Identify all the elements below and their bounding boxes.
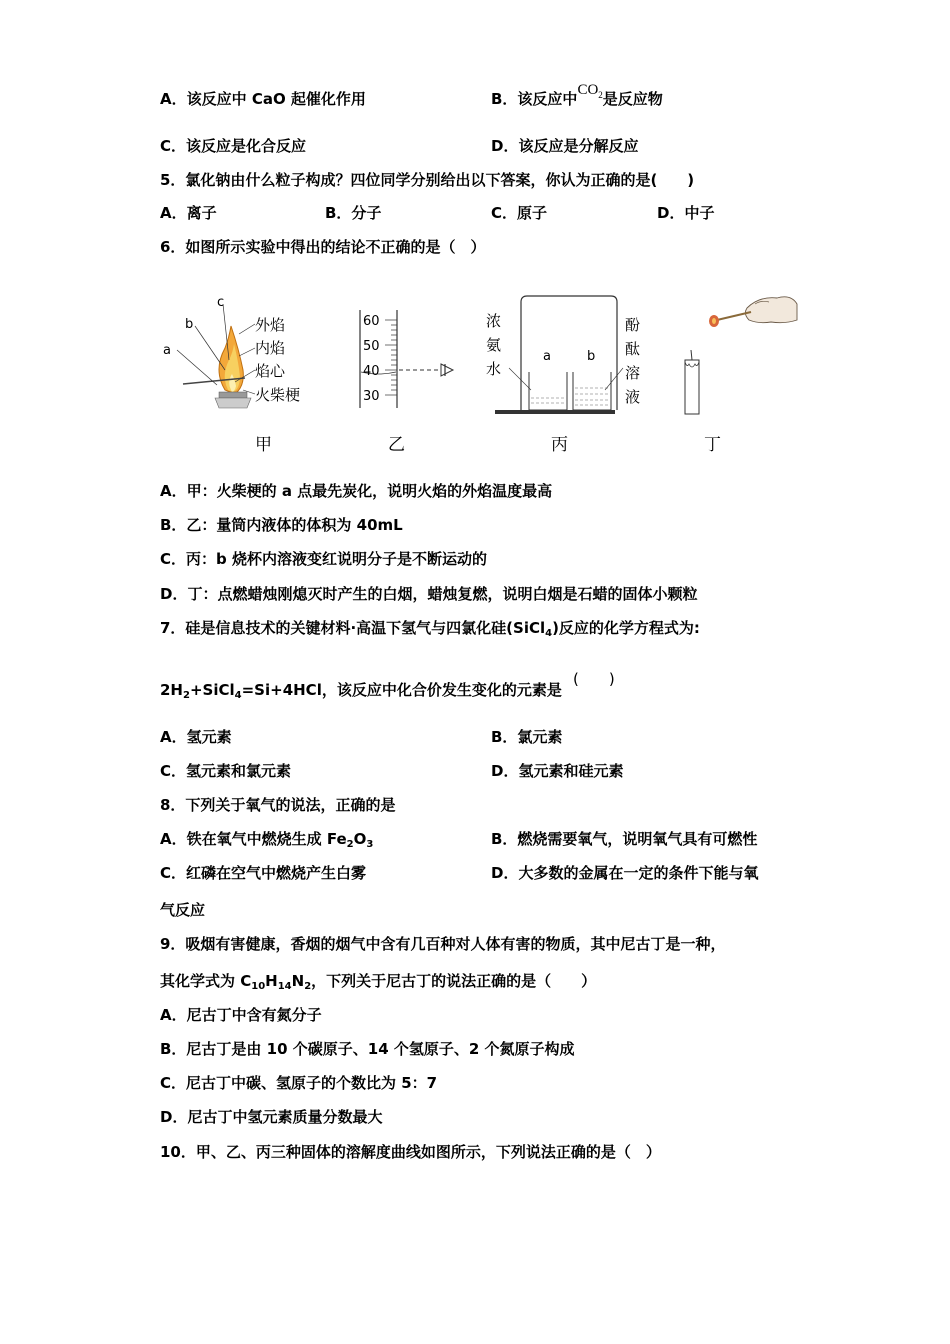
ammonia-char-2: 氨: [486, 336, 502, 354]
q6-option-b[interactable]: B．乙：量筒内液体的体积为 40mL: [160, 516, 403, 534]
q7-option-c[interactable]: C．氢元素和氯元素: [160, 762, 292, 780]
ammonia-char-3: 水: [486, 360, 502, 378]
q7-option-b[interactable]: B．氯元素: [491, 728, 563, 746]
point-b-label: b: [185, 317, 194, 332]
phenol-char-2: 酞: [625, 340, 641, 358]
figure-bing-label: 丙: [551, 435, 568, 455]
q9-stem-line1: 9．吸烟有害健康，香烟的烟气中含有几百种对人体有害的物质，其中尼古丁是一种，: [160, 935, 726, 953]
matchstick-label: 火柴梗: [255, 386, 301, 404]
q9-option-c[interactable]: C．尼古丁中碳、氢原子的个数比为 5：7: [160, 1074, 438, 1092]
q4-option-c[interactable]: C．该反应是化合反应: [160, 137, 307, 155]
figure-yi-label: 乙: [388, 435, 405, 455]
q4-option-b-post: 是反应物: [602, 90, 663, 108]
q9-option-d[interactable]: D．尼古丁中氢元素质量分数最大: [160, 1108, 383, 1126]
cylinder-diagram: [360, 310, 453, 455]
q7-stem-line1: 7．硅是信息技术的关键材料·高温下氢气与四氯化硅(SiCl$_4$)反应的化学方程式为:: [160, 619, 700, 639]
q8-option-b[interactable]: B．燃烧需要氧气，说明氧气具有可燃性: [491, 830, 758, 848]
tick-50: 50: [363, 339, 380, 354]
q9-option-b[interactable]: B．尼古丁是由 10 个碳原子、14 个氢原子、2 个氮原子构成: [160, 1040, 575, 1058]
q5-option-a[interactable]: A．离子: [160, 204, 217, 222]
tick-30: 30: [363, 389, 380, 404]
q6-stem: 6．如图所示实验中得出的结论不正确的是（ ）: [160, 238, 486, 256]
q4-option-d[interactable]: D．该反应是分解反应: [491, 137, 639, 155]
q6-figure: [155, 290, 805, 460]
inner-flame-label: 内焰: [255, 339, 286, 357]
q7-equation: $2H_2+SiCl_4=Si+4HCl$，该反应中化合价发生变化的元素是: [160, 681, 562, 701]
co2-formula: $CO_2$: [577, 82, 603, 100]
outer-flame-label: 外焰: [255, 316, 286, 334]
q8-option-c[interactable]: C．红磷在空气中燃烧产生白雾: [160, 864, 367, 882]
point-c-label: c: [217, 295, 225, 310]
q9-stem-line2: 其化学式为 $C_{10}H_{14}N_2$，下列关于尼古丁的说法正确的是（ ）: [160, 972, 597, 992]
ammonia-char-1: 浓: [486, 312, 502, 330]
bell-jar-diagram: [486, 296, 640, 455]
q8-option-d-cont: 气反应: [160, 901, 206, 919]
flame-core-label: 焰心: [255, 362, 286, 380]
beaker-a-label: a: [543, 349, 551, 364]
q7-option-d[interactable]: D．氢元素和硅元素: [491, 762, 624, 780]
q6-option-d[interactable]: D．丁：点燃蜡烛刚熄灭时产生的白烟，蜡烛复燃，说明白烟是石蜡的固体小颗粒: [160, 585, 698, 603]
figure-ding-label: 丁: [704, 435, 721, 455]
q8-option-a[interactable]: A．铁在氧气中燃烧生成 $Fe_2O_3$: [160, 830, 374, 850]
q5-option-b[interactable]: B．分子: [325, 204, 382, 222]
q4-option-a[interactable]: A．该反应中 CaO 起催化作用: [160, 90, 366, 108]
point-a-label: a: [163, 343, 171, 358]
q5-stem: 5．氯化钠由什么粒子构成？四位同学分别给出以下答案，你认为正确的是( ): [160, 171, 695, 189]
q7-answer-paren: ( ): [573, 670, 615, 688]
tick-60: 60: [363, 314, 380, 329]
q8-option-d[interactable]: D．大多数的金属在一定的条件下能与氧: [491, 864, 759, 882]
q9-option-a[interactable]: A．尼古丁中含有氮分子: [160, 1006, 322, 1024]
phenol-char-4: 液: [625, 388, 641, 406]
tick-40: 40: [363, 364, 380, 379]
q8-stem: 8．下列关于氧气的说法，正确的是: [160, 796, 396, 814]
q5-option-d[interactable]: D．中子: [657, 204, 715, 222]
q6-option-a[interactable]: A．甲：火柴梗的 a 点最先炭化，说明火焰的外焰温度最高: [160, 482, 553, 500]
phenol-char-1: 酚: [625, 316, 641, 334]
q7-option-a[interactable]: A．氢元素: [160, 728, 232, 746]
figure-jia-label: 甲: [255, 435, 272, 455]
q4-option-b-pre: B．该反应中: [491, 90, 578, 108]
flame-diagram: [163, 295, 300, 455]
phenol-char-3: 溶: [625, 364, 641, 382]
beaker-b-label: b: [587, 349, 596, 364]
q6-option-c[interactable]: C．丙：b 烧杯内溶液变红说明分子是不断运动的: [160, 550, 487, 568]
q10-stem: 10．甲、乙、丙三种固体的溶解度曲线如图所示，下列说法正确的是（ ）: [160, 1143, 661, 1161]
q5-option-c[interactable]: C．原子: [491, 204, 548, 222]
candle-diagram: [685, 297, 797, 455]
q4-option-b[interactable]: [491, 82, 663, 111]
